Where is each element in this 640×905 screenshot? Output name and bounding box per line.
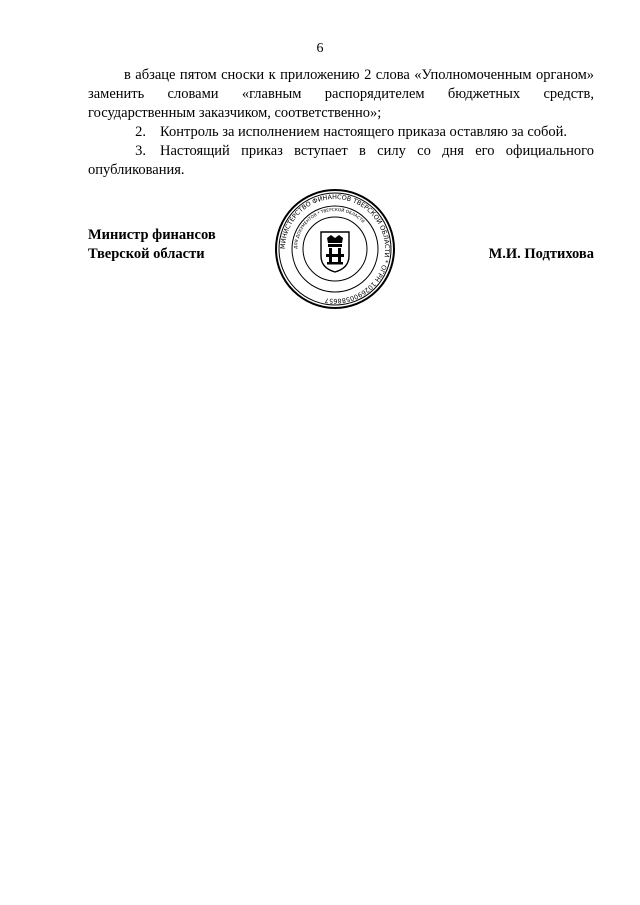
seal-icon: [274, 188, 396, 310]
list-item-number: 3.: [135, 143, 146, 159]
list-item-text: Настоящий приказ вступает в силу со дня его официального опубликования.: [88, 143, 594, 178]
signatory-title-line-2: Тверской области: [88, 246, 205, 262]
signatory-title: [88, 226, 216, 264]
official-seal: [274, 188, 396, 310]
document-body: [88, 66, 594, 180]
page-number: 6: [316, 41, 324, 56]
signatory-title-line-1: Министр финансов: [88, 227, 216, 243]
paragraph-footnote-amendment: в абзаце пятом сноски к приложению 2 слова «Уполномоченным органом» заменить словами «главным распорядителем бюджетных средств, государственным заказчиком, соответственно»;: [88, 67, 594, 121]
signatory-name: М.И. Подтихова: [488, 246, 594, 262]
coat-of-arms-icon: [321, 232, 349, 272]
list-item-number: 2.: [135, 124, 146, 140]
list-item-text: Контроль за исполнением настоящего приказа оставляю за собой.: [160, 124, 568, 140]
seal-inner-text: ДЛЯ ДОКУМЕНТОВ * ТВЕРСКОЙ ОБЛАСТИ: [292, 206, 366, 250]
seal-outer-text: МИНИСТЕРСТВО ФИНАНСОВ ТВЕРСКОЙ ОБЛАСТИ * ОГРН 1026900588657: [278, 192, 392, 306]
list-item-3: [88, 142, 594, 180]
list-item-2: [88, 123, 594, 142]
